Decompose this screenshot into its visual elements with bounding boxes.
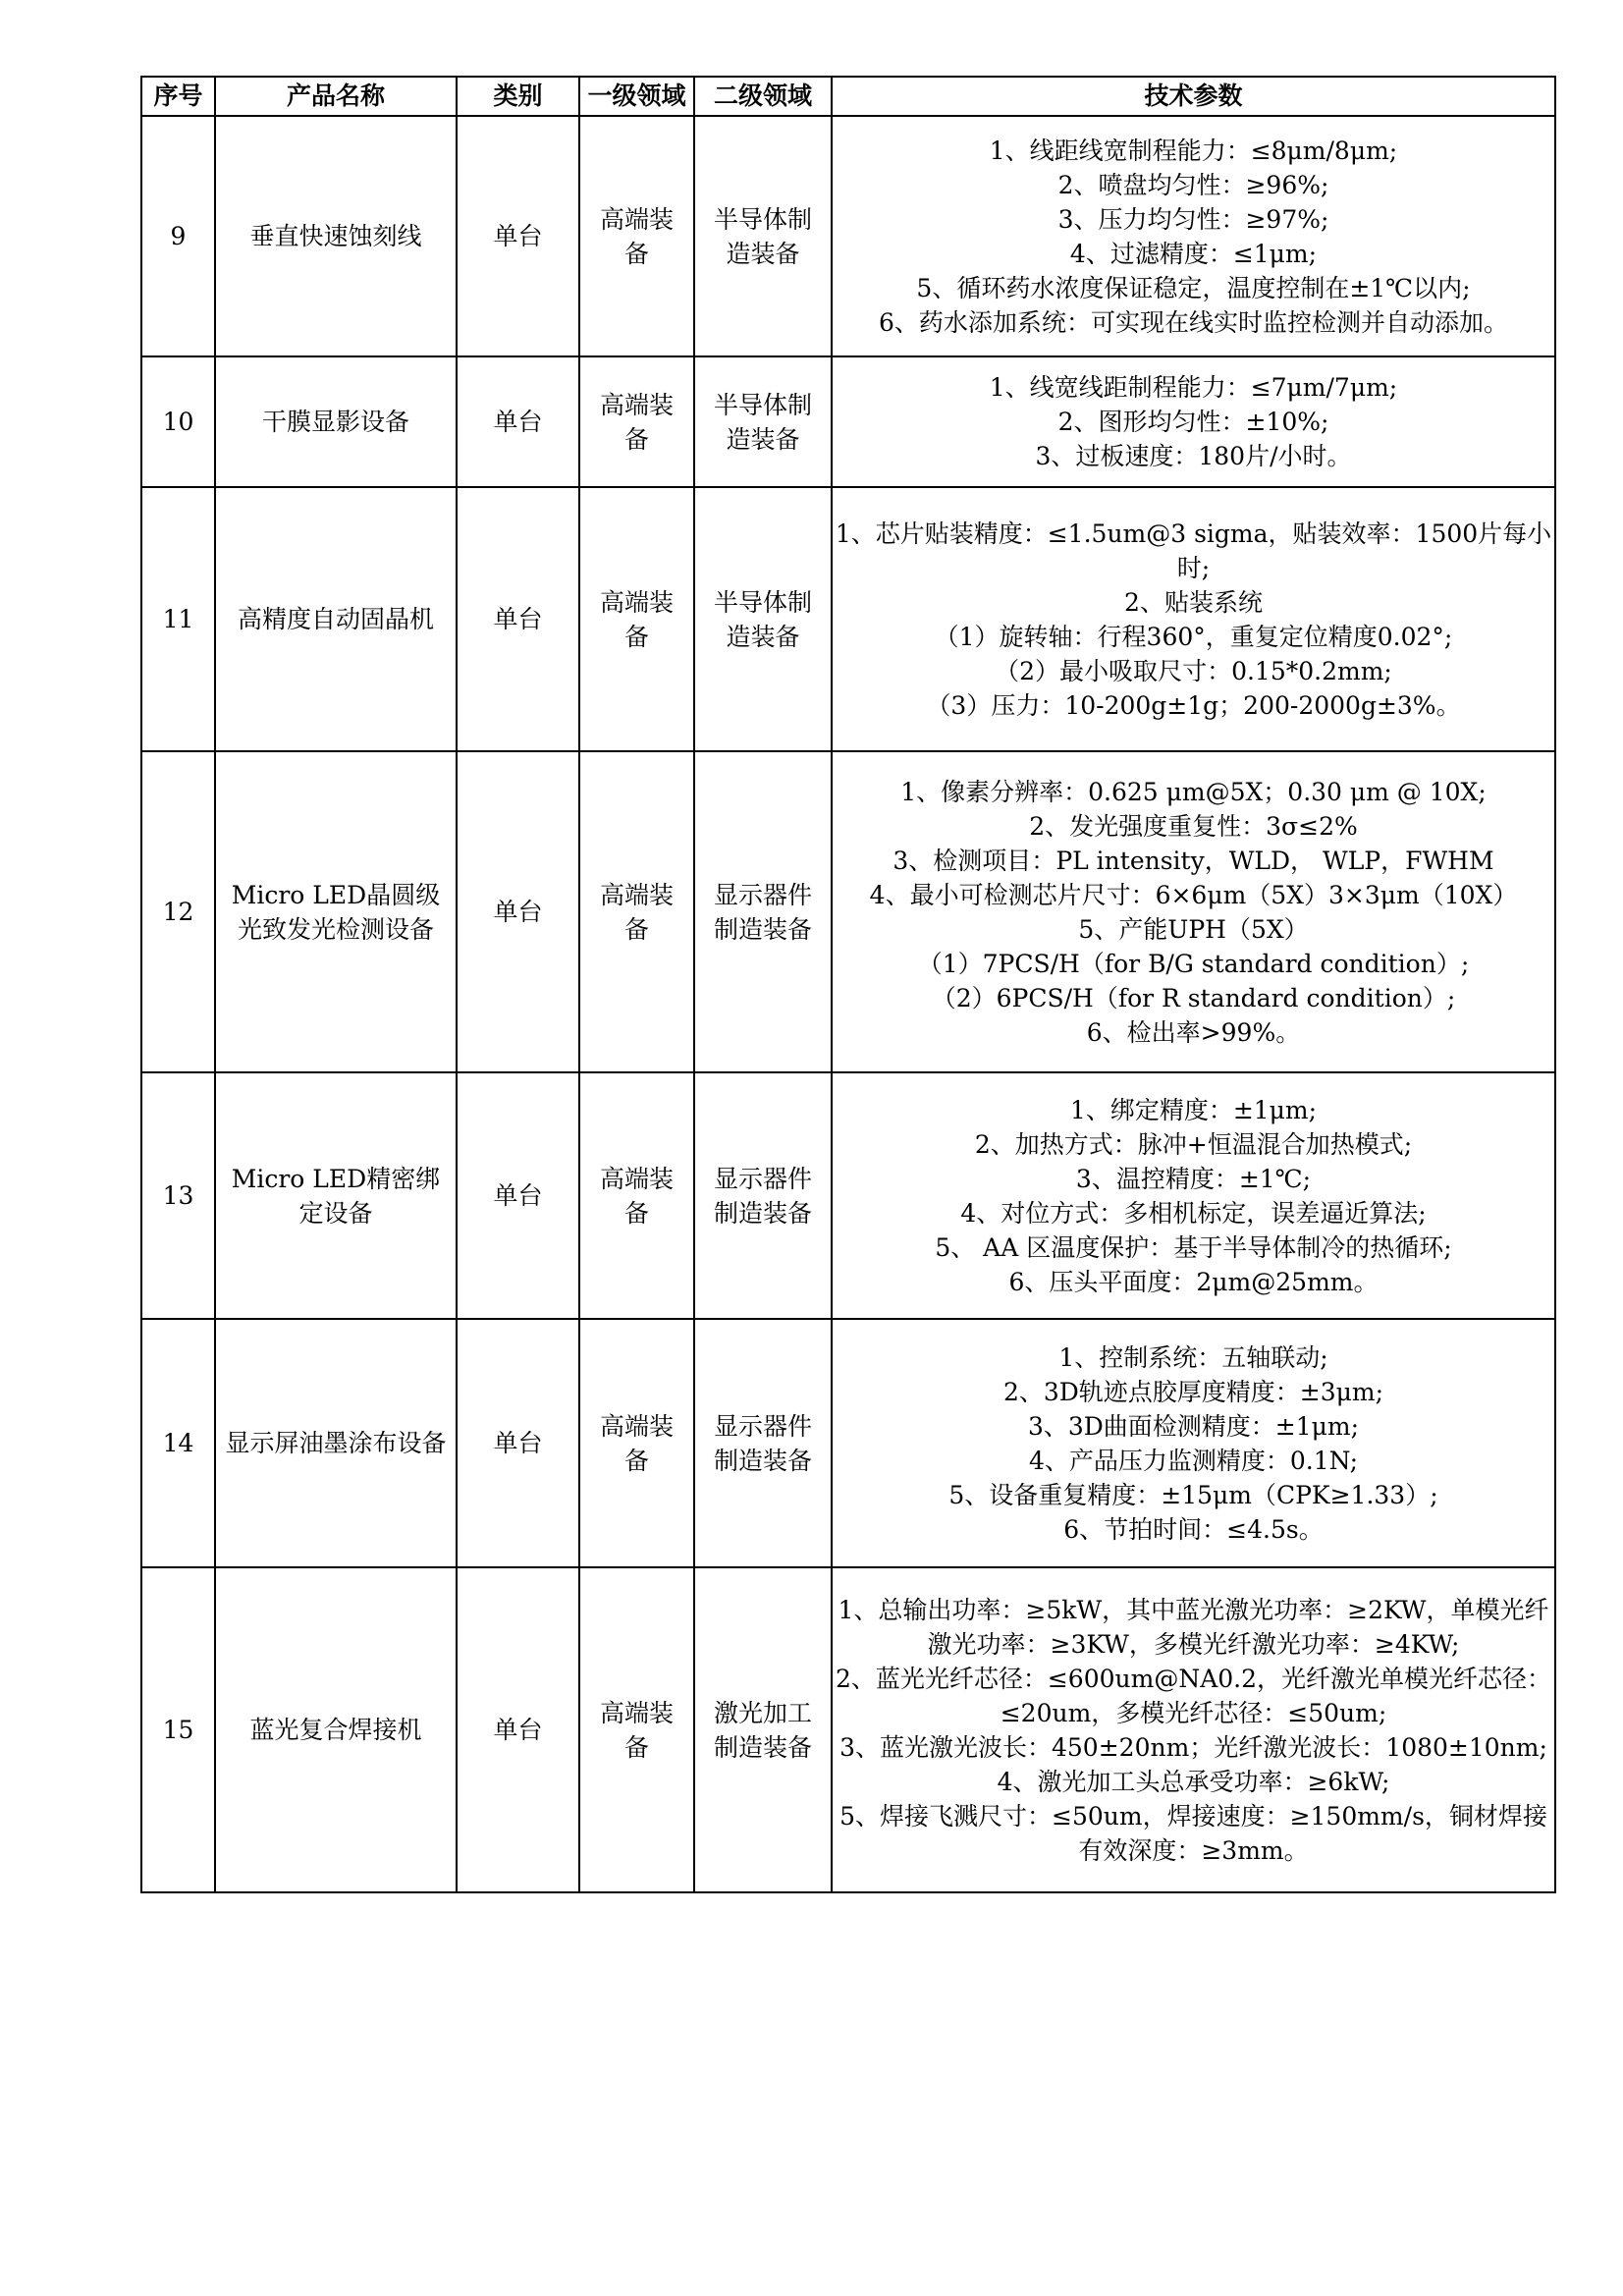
param-line: 1、线宽线距制程能力：≤7μm/7μm;	[989, 373, 1398, 402]
seq-cell-text: 15	[162, 1716, 194, 1744]
table-body	[141, 116, 1555, 1892]
equipment-table	[140, 76, 1556, 1893]
param-line: 4、最小可检测芯片尺寸：6×6μm（5X）3×3μm（10X）	[869, 880, 1518, 909]
param-line: 1、芯片贴装精度：≤1.5um@3 sigma，贴装效率：1500片每小时;	[835, 519, 1552, 582]
domain-level1-cell	[579, 751, 694, 1072]
param-line: （1）旋转轴：行程360°，重复定位精度0.02°;	[934, 622, 1453, 651]
table-row	[141, 1567, 1555, 1892]
param-line: 5、 AA 区温度保护：基于半导体制冷的热循环;	[935, 1232, 1452, 1262]
domain-level1-cell-text: 高端装备	[599, 1164, 674, 1228]
category-cell-text: 单台	[493, 1716, 543, 1744]
param-line: 3、压力均匀性：≥97%;	[1057, 204, 1329, 234]
table-header	[141, 77, 1555, 116]
domain-level1-cell	[579, 116, 694, 356]
param-line: 4、过滤精度：≤1μm;	[1069, 239, 1318, 268]
product-name-cell-text: 显示屏油墨涂布设备	[225, 1429, 447, 1457]
param-line: 5、产能UPH（5X）	[1078, 914, 1309, 944]
header-product-name: 产品名称	[215, 77, 457, 116]
domain-level1-cell	[579, 1072, 694, 1319]
category-cell-text: 单台	[493, 222, 543, 250]
param-line: 5、设备重复精度：±15μm（CPK≥1.33）;	[948, 1480, 1438, 1509]
category-cell	[457, 116, 579, 356]
product-name-cell	[215, 356, 457, 487]
param-line: 6、药水添加系统：可实现在线实时监控检测并自动添加。	[879, 307, 1508, 337]
table-row	[141, 1319, 1555, 1567]
domain-level2-cell-text: 半导体制造装备	[713, 587, 812, 651]
header-category: 类别	[457, 77, 579, 116]
seq-cell-text: 13	[162, 1181, 194, 1210]
domain-level2-cell-text: 半导体制造装备	[713, 390, 812, 454]
product-name-cell-text: 垂直快速蚀刻线	[249, 222, 422, 250]
table-row	[141, 116, 1555, 356]
domain-level2-cell	[694, 1567, 832, 1892]
domain-level1-cell-text: 高端装备	[599, 390, 674, 454]
table-row	[141, 1072, 1555, 1319]
seq-cell	[141, 1072, 215, 1319]
param-line: 3、3D曲面检测精度：±1μm;	[1027, 1411, 1360, 1441]
param-line: （2）最小吸取尺寸：0.15*0.2mm;	[995, 656, 1392, 685]
header-tech-params: 技术参数	[832, 77, 1555, 116]
header-row	[141, 77, 1555, 116]
seq-cell	[141, 1319, 215, 1567]
param-line: 3、蓝光激光波长：450±20nm；光纤激光波长：1080±10nm;	[839, 1732, 1547, 1762]
seq-cell-text: 11	[162, 605, 194, 633]
product-name-cell	[215, 751, 457, 1072]
param-line: 1、控制系统：五轴联动;	[1058, 1342, 1328, 1372]
domain-level2-cell-text: 显示器件制造装备	[713, 1411, 812, 1475]
domain-level1-cell-text: 高端装备	[599, 880, 674, 944]
param-line: 6、节拍时间：≤4.5s。	[1063, 1514, 1324, 1544]
param-line: 3、检测项目：PL intensity，WLD， WLP，FWHM	[893, 846, 1494, 875]
seq-cell	[141, 751, 215, 1072]
domain-level2-cell-text: 显示器件制造装备	[713, 1164, 812, 1228]
param-line: 2、蓝光光纤芯径：≤600um@NA0.2，光纤激光单模光纤芯径：≤20um，多模光纤芯径：≤50um;	[835, 1664, 1552, 1727]
category-cell	[457, 356, 579, 487]
category-cell-text: 单台	[493, 1181, 543, 1210]
product-name-cell	[215, 116, 457, 356]
header-seq: 序号	[141, 77, 215, 116]
param-line: （1）7PCS/H（for B/G standard condition）;	[917, 949, 1470, 978]
category-cell	[457, 487, 579, 751]
product-name-cell	[215, 1567, 457, 1892]
domain-level2-cell-text: 半导体制造装备	[713, 204, 812, 268]
seq-cell-text: 10	[162, 408, 194, 436]
category-cell-text: 单台	[493, 898, 543, 926]
param-line: 1、线距线宽制程能力：≤8μm/8μm;	[989, 136, 1398, 165]
product-name-cell-text: 蓝光复合焊接机	[249, 1716, 422, 1744]
seq-cell	[141, 1567, 215, 1892]
domain-level1-cell-text: 高端装备	[599, 1411, 674, 1475]
seq-cell	[141, 487, 215, 751]
param-line: 4、对位方式：多相机标定，误差逼近算法;	[960, 1198, 1427, 1228]
domain-level2-cell	[694, 487, 832, 751]
product-name-cell-text: Micro LED晶圆级光致发光检测设备	[231, 880, 441, 944]
domain-level2-cell	[694, 751, 832, 1072]
tech-params-cell	[832, 1072, 1555, 1319]
domain-level2-cell	[694, 1072, 832, 1319]
param-line: 2、发光强度重复性：3σ≤2%	[1029, 811, 1358, 841]
param-line: 6、压头平面度：2μm@25mm。	[1008, 1267, 1379, 1296]
param-line: 1、绑定精度：±1μm;	[1069, 1095, 1318, 1124]
table-row	[141, 487, 1555, 751]
seq-cell-text: 9	[170, 222, 187, 250]
product-name-cell-text: 干膜显影设备	[261, 408, 409, 436]
category-cell-text: 单台	[493, 408, 543, 436]
domain-level2-cell	[694, 1319, 832, 1567]
domain-level2-cell	[694, 356, 832, 487]
param-line: 1、像素分辨率：0.625 μm@5X；0.30 μm @ 10X;	[900, 777, 1487, 806]
domain-level2-cell-text: 激光加工制造装备	[713, 1698, 812, 1762]
category-cell	[457, 751, 579, 1072]
param-line: 4、产品压力监测精度：0.1N;	[1028, 1446, 1359, 1475]
seq-cell-text: 12	[162, 898, 194, 926]
category-cell	[457, 1319, 579, 1567]
param-line: 3、温控精度：±1℃;	[1075, 1164, 1312, 1193]
param-line: 5、循环药水浓度保证稳定，温度控制在±1℃以内;	[916, 273, 1471, 302]
param-line: 6、检出率>99%。	[1086, 1017, 1301, 1047]
tech-params-cell	[832, 487, 1555, 751]
header-domain-level1: 一级领域	[579, 77, 694, 116]
category-cell	[457, 1567, 579, 1892]
tech-params-cell	[832, 116, 1555, 356]
seq-cell-text: 14	[162, 1429, 194, 1457]
domain-level2-cell	[694, 116, 832, 356]
domain-level2-cell-text: 显示器件制造装备	[713, 880, 812, 944]
product-name-cell-text: Micro LED精密绑定设备	[231, 1164, 441, 1228]
seq-cell	[141, 356, 215, 487]
product-name-cell-text: 高精度自动固晶机	[237, 605, 434, 633]
param-line: 2、图形均匀性：±10%;	[1057, 408, 1329, 436]
table-row	[141, 751, 1555, 1072]
category-cell-text: 单台	[493, 605, 543, 633]
seq-cell	[141, 116, 215, 356]
product-name-cell	[215, 487, 457, 751]
header-domain-level2: 二级领域	[694, 77, 832, 116]
domain-level1-cell-text: 高端装备	[599, 204, 674, 268]
tech-params-cell	[832, 356, 1555, 487]
param-line: （2）6PCS/H（for R standard condition）;	[931, 983, 1456, 1012]
param-line: 2、喷盘均匀性：≥96%;	[1057, 170, 1329, 199]
param-line: 1、总输出功率：≥5kW，其中蓝光激光功率：≥2KW，单模光纤激光功率：≥3KW，多模光纤激光功率：≥4KW;	[838, 1595, 1549, 1659]
domain-level1-cell-text: 高端装备	[599, 587, 674, 651]
param-line: 5、焊接飞溅尺寸：≤50um，焊接速度：≥150mm/s，铜材焊接有效深度：≥3mm。	[839, 1801, 1547, 1865]
product-name-cell	[215, 1072, 457, 1319]
tech-params-cell	[832, 1319, 1555, 1567]
table-row	[141, 356, 1555, 487]
param-line: （3）压力：10-200g±1g；200-2000g±3%。	[926, 690, 1461, 720]
category-cell-text: 单台	[493, 1429, 543, 1457]
domain-level1-cell	[579, 487, 694, 751]
param-line: 2、3D轨迹点胶厚度精度：±3μm;	[1002, 1377, 1384, 1406]
product-name-cell	[215, 1319, 457, 1567]
param-line: 4、激光加工头总承受功率：≥6kW;	[997, 1767, 1390, 1796]
param-line: 2、加热方式：脉冲+恒温混合加热模式;	[974, 1129, 1413, 1159]
domain-level1-cell	[579, 1319, 694, 1567]
domain-level1-cell	[579, 356, 694, 487]
param-line: 3、过板速度：180片/小时。	[1035, 442, 1352, 470]
tech-params-cell	[832, 751, 1555, 1072]
domain-level1-cell-text: 高端装备	[599, 1698, 674, 1762]
domain-level1-cell	[579, 1567, 694, 1892]
tech-params-cell	[832, 1567, 1555, 1892]
param-line: 2、贴装系统	[1124, 587, 1263, 617]
category-cell	[457, 1072, 579, 1319]
